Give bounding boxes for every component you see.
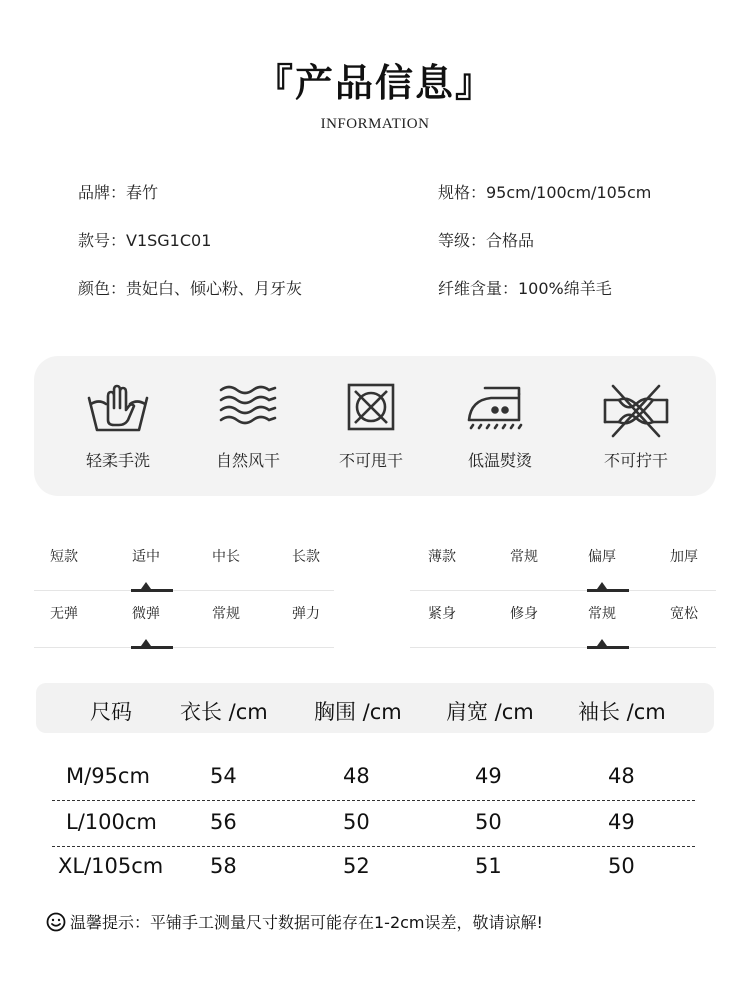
fit-option-tight: 紧身 — [428, 606, 456, 622]
thickness-selected-marker — [587, 589, 629, 592]
row-size: XL/105cm — [58, 854, 164, 878]
length-option-long: 长款 — [292, 549, 320, 565]
row-sleeve: 49 — [608, 810, 635, 834]
care-label-natural-dry: 自然风干 — [215, 451, 280, 470]
fit-option-slim: 修身 — [510, 606, 538, 622]
length-option-medium-long: 中长 — [212, 549, 240, 565]
length-scale — [34, 546, 334, 596]
row-shoulder: 50 — [475, 810, 502, 834]
no-tumble-dry-icon — [346, 382, 396, 432]
thickness-option-extra-thick: 加厚 — [670, 549, 698, 565]
row-chest: 50 — [343, 810, 370, 834]
info-fiber: 纤维含量：100%绵羊毛 — [438, 279, 612, 298]
info-brand: 品牌：春竹 — [78, 183, 159, 202]
care-label-hand-wash: 轻柔手洗 — [85, 451, 150, 470]
row-sleeve: 50 — [608, 854, 635, 878]
row-length: 56 — [210, 810, 237, 834]
care-label-no-wring: 不可拧干 — [603, 451, 668, 470]
header-length: 衣长 /cm — [180, 700, 268, 724]
no-wring-icon — [601, 382, 671, 440]
elasticity-option-none: 无弹 — [50, 606, 78, 622]
row-shoulder: 51 — [475, 854, 502, 878]
thickness-option-regular: 常规 — [510, 549, 538, 565]
smiley-icon — [46, 912, 66, 932]
row-divider — [52, 800, 695, 801]
elasticity-option-stretch: 弹力 — [292, 606, 320, 622]
header-size: 尺码 — [90, 700, 132, 724]
fit-scale — [410, 603, 716, 653]
length-option-moderate: 适中 — [132, 549, 160, 565]
scale-line — [34, 647, 334, 648]
row-shoulder: 49 — [475, 764, 502, 788]
info-spec: 规格：95cm/100cm/105cm — [438, 183, 652, 202]
thickness-option-thin: 薄款 — [428, 549, 456, 565]
scale-line — [410, 590, 716, 591]
elasticity-scale — [34, 603, 334, 653]
scale-line — [34, 590, 334, 591]
low-iron-icon — [465, 382, 535, 436]
row-size: M/95cm — [66, 764, 150, 788]
care-label-no-tumble-dry: 不可甩干 — [338, 451, 403, 470]
elasticity-option-slight: 微弹 — [132, 606, 160, 622]
elasticity-option-regular: 常规 — [212, 606, 240, 622]
row-divider — [52, 846, 695, 847]
fit-selected-pointer — [597, 639, 607, 646]
thickness-option-thick: 偏厚 — [588, 549, 616, 565]
info-color: 颜色：贵妃白、倾心粉、月牙灰 — [78, 279, 303, 298]
page-subtitle: INFORMATION — [320, 116, 430, 132]
page-title: 『产品信息』 — [254, 61, 495, 105]
header-chest: 胸围 /cm — [314, 700, 402, 724]
row-size: L/100cm — [66, 810, 157, 834]
scale-line — [410, 647, 716, 648]
info-grade: 等级：合格品 — [438, 231, 535, 250]
row-sleeve: 48 — [608, 764, 635, 788]
length-option-short: 短款 — [50, 549, 78, 565]
thickness-selected-pointer — [597, 582, 607, 589]
fit-option-loose: 宽松 — [670, 606, 698, 622]
measurement-tip — [46, 910, 543, 933]
row-chest: 52 — [343, 854, 370, 878]
tip-text: 温馨提示：平铺手工测量尺寸数据可能存在1-2cm误差，敬请谅解! — [70, 913, 543, 932]
care-panel — [34, 356, 716, 496]
elasticity-selected-pointer — [141, 639, 151, 646]
fit-option-regular: 常规 — [588, 606, 616, 622]
thickness-scale — [410, 546, 716, 596]
header-sleeve: 袖长 /cm — [578, 700, 666, 724]
natural-dry-icon — [218, 382, 278, 428]
row-length: 54 — [210, 764, 237, 788]
info-model: 款号：V1SG1C01 — [78, 231, 212, 250]
elasticity-selected-marker — [131, 646, 173, 649]
length-selected-pointer — [141, 582, 151, 589]
care-label-low-iron: 低温熨烫 — [467, 451, 532, 470]
row-length: 58 — [210, 854, 237, 878]
fit-selected-marker — [587, 646, 629, 649]
header-shoulder: 肩宽 /cm — [446, 700, 534, 724]
row-chest: 48 — [343, 764, 370, 788]
length-selected-marker — [131, 589, 173, 592]
hand-wash-icon — [85, 382, 151, 436]
